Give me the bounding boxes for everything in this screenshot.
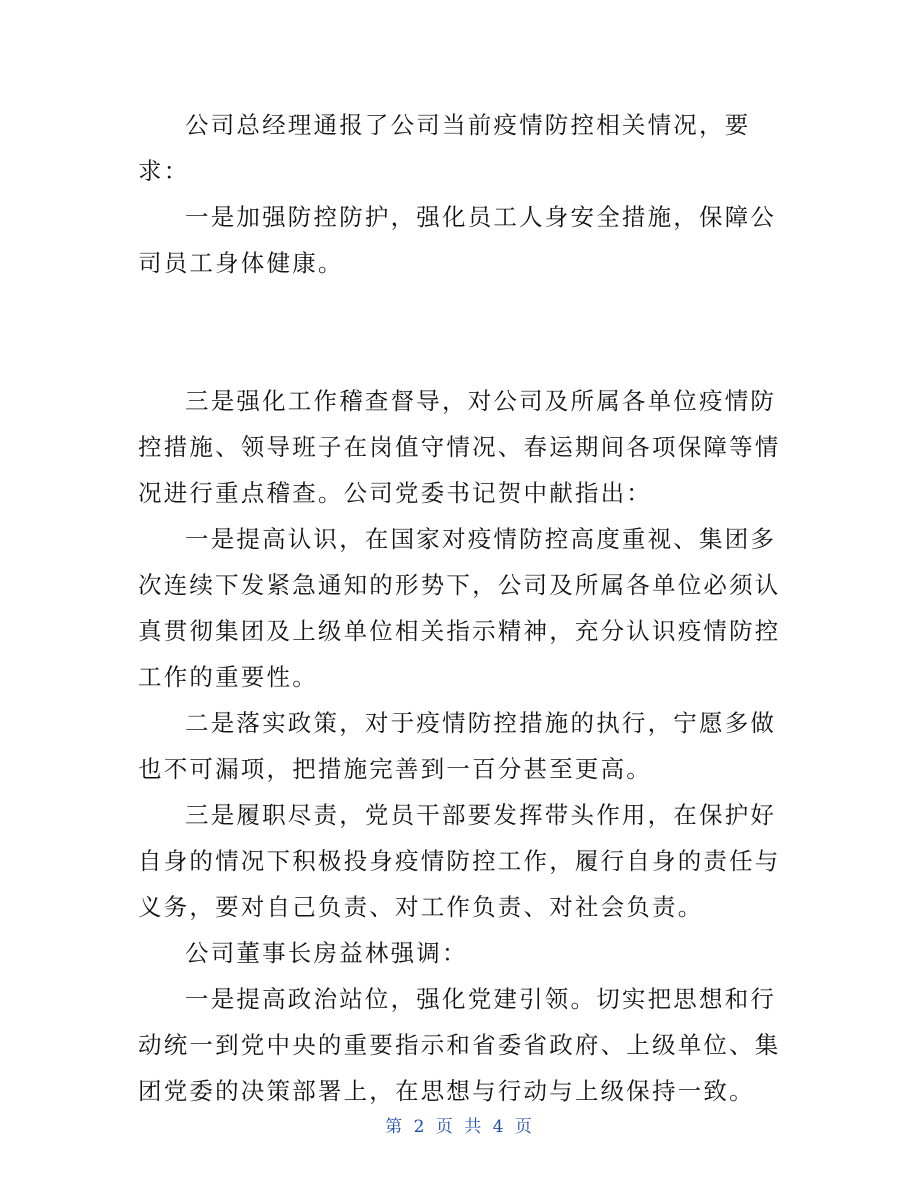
paragraph: 三是履职尽责，党员干部要发挥带头作用，在保护好自身的情况下积极投身疫情防控工作，履行自身的责任与义务，要对自己负责、对工作负责、对社会负责。: [138, 801, 781, 921]
paragraph: 三是强化工作稽查督导，对公司及所属各单位疫情防控措施、领导班子在岗值守情况、春运期间各项保障等情况进行重点稽查。公司党委书记贺中献指出：: [138, 387, 781, 507]
document-body: [138, 102, 788, 1114]
paragraph: 一是提高认识，在国家对疫情防控高度重视、集团多次连续下发紧急通知的形势下，公司及所属各单位必须认真贯彻集团及上级单位相关指示精神，充分认识疫情防控工作的重要性。: [138, 525, 781, 691]
paragraph: 公司董事长房益林强调：: [185, 939, 468, 967]
page-indicator: 第 2 页 共 4 页: [385, 1117, 535, 1137]
paragraph: 一是加强防控防护，强化员工人身安全措施，保障公司员工身体健康。: [138, 203, 777, 277]
paragraph-gap: [138, 286, 788, 378]
paragraph: 公司总经理通报了公司当前疫情防控相关情况，要求：: [138, 111, 751, 185]
paragraph: 二是落实政策，对于疫情防控措施的执行，宁愿多做也不可漏项，把措施完善到一百分甚至更高。: [138, 709, 777, 783]
page-footer: [0, 1112, 920, 1137]
paragraph: 一是提高政治站位，强化党建引领。切实把思想和行动统一到党中央的重要指示和省委省政府、上级单位、集团党委的决策部署上，在思想与行动与上级保持一致。: [138, 985, 781, 1105]
